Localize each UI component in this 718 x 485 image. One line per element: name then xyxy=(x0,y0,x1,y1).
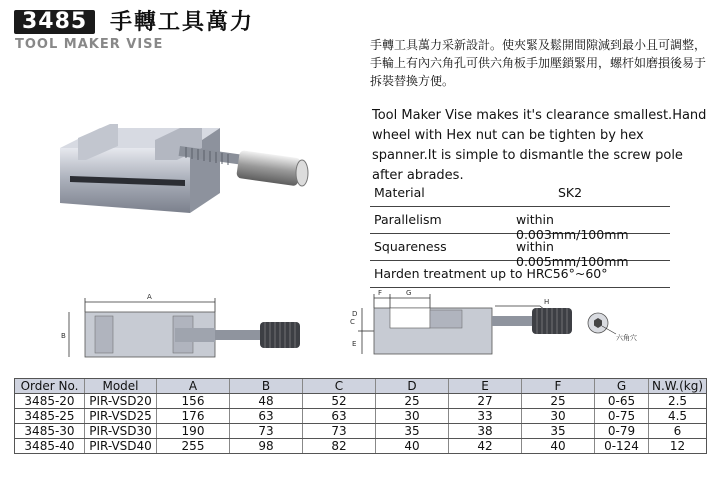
description-english: Tool Maker Vise makes it's clearance smallest.Hand wheel with Hex nut can be tighten by hex spanner.It is simple to dismantle the screw pole after abrades. xyxy=(372,108,707,183)
table-cell: 30 xyxy=(522,409,595,424)
spec-row-harden xyxy=(370,261,670,288)
table-cell: PIR-VSD20 xyxy=(85,394,157,409)
table-cell: 3485-30 xyxy=(15,424,85,439)
column-header: Model xyxy=(85,379,157,394)
table-cell: 35 xyxy=(376,424,449,439)
spec-list xyxy=(370,180,670,288)
table-cell: PIR-VSD40 xyxy=(85,439,157,454)
table-header-row xyxy=(15,379,707,394)
spec-label: Material xyxy=(374,185,425,200)
table-cell: PIR-VSD25 xyxy=(85,409,157,424)
model-spec-table xyxy=(14,378,707,454)
table-cell: 255 xyxy=(157,439,230,454)
table-cell: 3485-25 xyxy=(15,409,85,424)
table-cell: 12 xyxy=(649,439,707,454)
spec-row-parallelism xyxy=(370,207,670,242)
table-cell: PIR-VSD30 xyxy=(85,424,157,439)
product-photo xyxy=(60,118,320,223)
table-cell: 42 xyxy=(449,439,522,454)
table-row xyxy=(15,409,707,424)
table-row xyxy=(15,424,707,439)
column-header: Order No. xyxy=(15,379,85,394)
table-cell: 6 xyxy=(649,424,707,439)
column-header: A xyxy=(157,379,230,394)
table-cell: 48 xyxy=(230,394,303,409)
column-header: F xyxy=(522,379,595,394)
table-cell: 3485-40 xyxy=(15,439,85,454)
spec-row-material xyxy=(370,180,670,207)
table-cell: 0-79 xyxy=(595,424,649,439)
drawing-top-view xyxy=(55,292,315,372)
column-header: N.W.(kg) xyxy=(649,379,707,394)
drawing-side-view xyxy=(340,286,680,376)
table-cell: 73 xyxy=(303,424,376,439)
table-cell: 98 xyxy=(230,439,303,454)
table-cell: 3485-20 xyxy=(15,394,85,409)
spec-label: Parallelism xyxy=(374,212,442,227)
dim-label-g: G xyxy=(406,289,412,297)
spec-value: within 0.003mm/100mm xyxy=(516,212,629,242)
title-chinese: 手轉工具萬力 xyxy=(110,10,255,35)
table-cell: 30 xyxy=(376,409,449,424)
table-cell: 63 xyxy=(303,409,376,424)
column-header: D xyxy=(376,379,449,394)
spec-label: Squareness xyxy=(374,239,447,254)
table-cell: 38 xyxy=(449,424,522,439)
table-cell: 35 xyxy=(522,424,595,439)
spec-label: Harden treatment up to HRC56°~60° xyxy=(374,266,608,281)
table-cell: 0-65 xyxy=(595,394,649,409)
table-row xyxy=(15,439,707,454)
spec-row-squareness xyxy=(370,234,670,269)
product-code-badge: 3485 xyxy=(14,10,95,34)
table-cell: 40 xyxy=(376,439,449,454)
dim-label-d: D xyxy=(352,310,358,318)
table-cell: 2.5 xyxy=(649,394,707,409)
table-cell: 40 xyxy=(522,439,595,454)
description-chinese: 手轉工具萬力采新設計。使夾緊及鬆開間隙減到最小且可調整，手輪上有內六角孔可供六角板手加壓鎖緊用，螺杆如磨損後易于拆裝替換方便。 xyxy=(370,38,707,88)
spec-value: within 0.005mm/100mm xyxy=(516,239,629,269)
spec-value: SK2 xyxy=(558,185,583,200)
table-cell: 0-75 xyxy=(595,409,649,424)
table-cell: 4.5 xyxy=(649,409,707,424)
table-cell: 25 xyxy=(376,394,449,409)
table-cell: 25 xyxy=(522,394,595,409)
dim-label-b: B xyxy=(61,332,66,340)
table-cell: 82 xyxy=(303,439,376,454)
column-header: C xyxy=(303,379,376,394)
dim-label-e: E xyxy=(352,340,357,348)
dim-label-h: H xyxy=(544,298,550,306)
dim-label-c: C xyxy=(350,318,355,326)
table-cell: 156 xyxy=(157,394,230,409)
table-cell: 52 xyxy=(303,394,376,409)
hex-socket-label: 六角穴 xyxy=(616,334,637,342)
title-english: TOOL MAKER VISE xyxy=(15,37,164,52)
column-header: B xyxy=(230,379,303,394)
table-cell: 33 xyxy=(449,409,522,424)
table-cell: 63 xyxy=(230,409,303,424)
table-row xyxy=(15,394,707,409)
dim-label-f: F xyxy=(378,289,383,297)
column-header: E xyxy=(449,379,522,394)
table-cell: 176 xyxy=(157,409,230,424)
table-cell: 27 xyxy=(449,394,522,409)
table-cell: 0-124 xyxy=(595,439,649,454)
table-cell: 73 xyxy=(230,424,303,439)
column-header: G xyxy=(595,379,649,394)
table-cell: 190 xyxy=(157,424,230,439)
dim-label-a: A xyxy=(147,293,152,301)
